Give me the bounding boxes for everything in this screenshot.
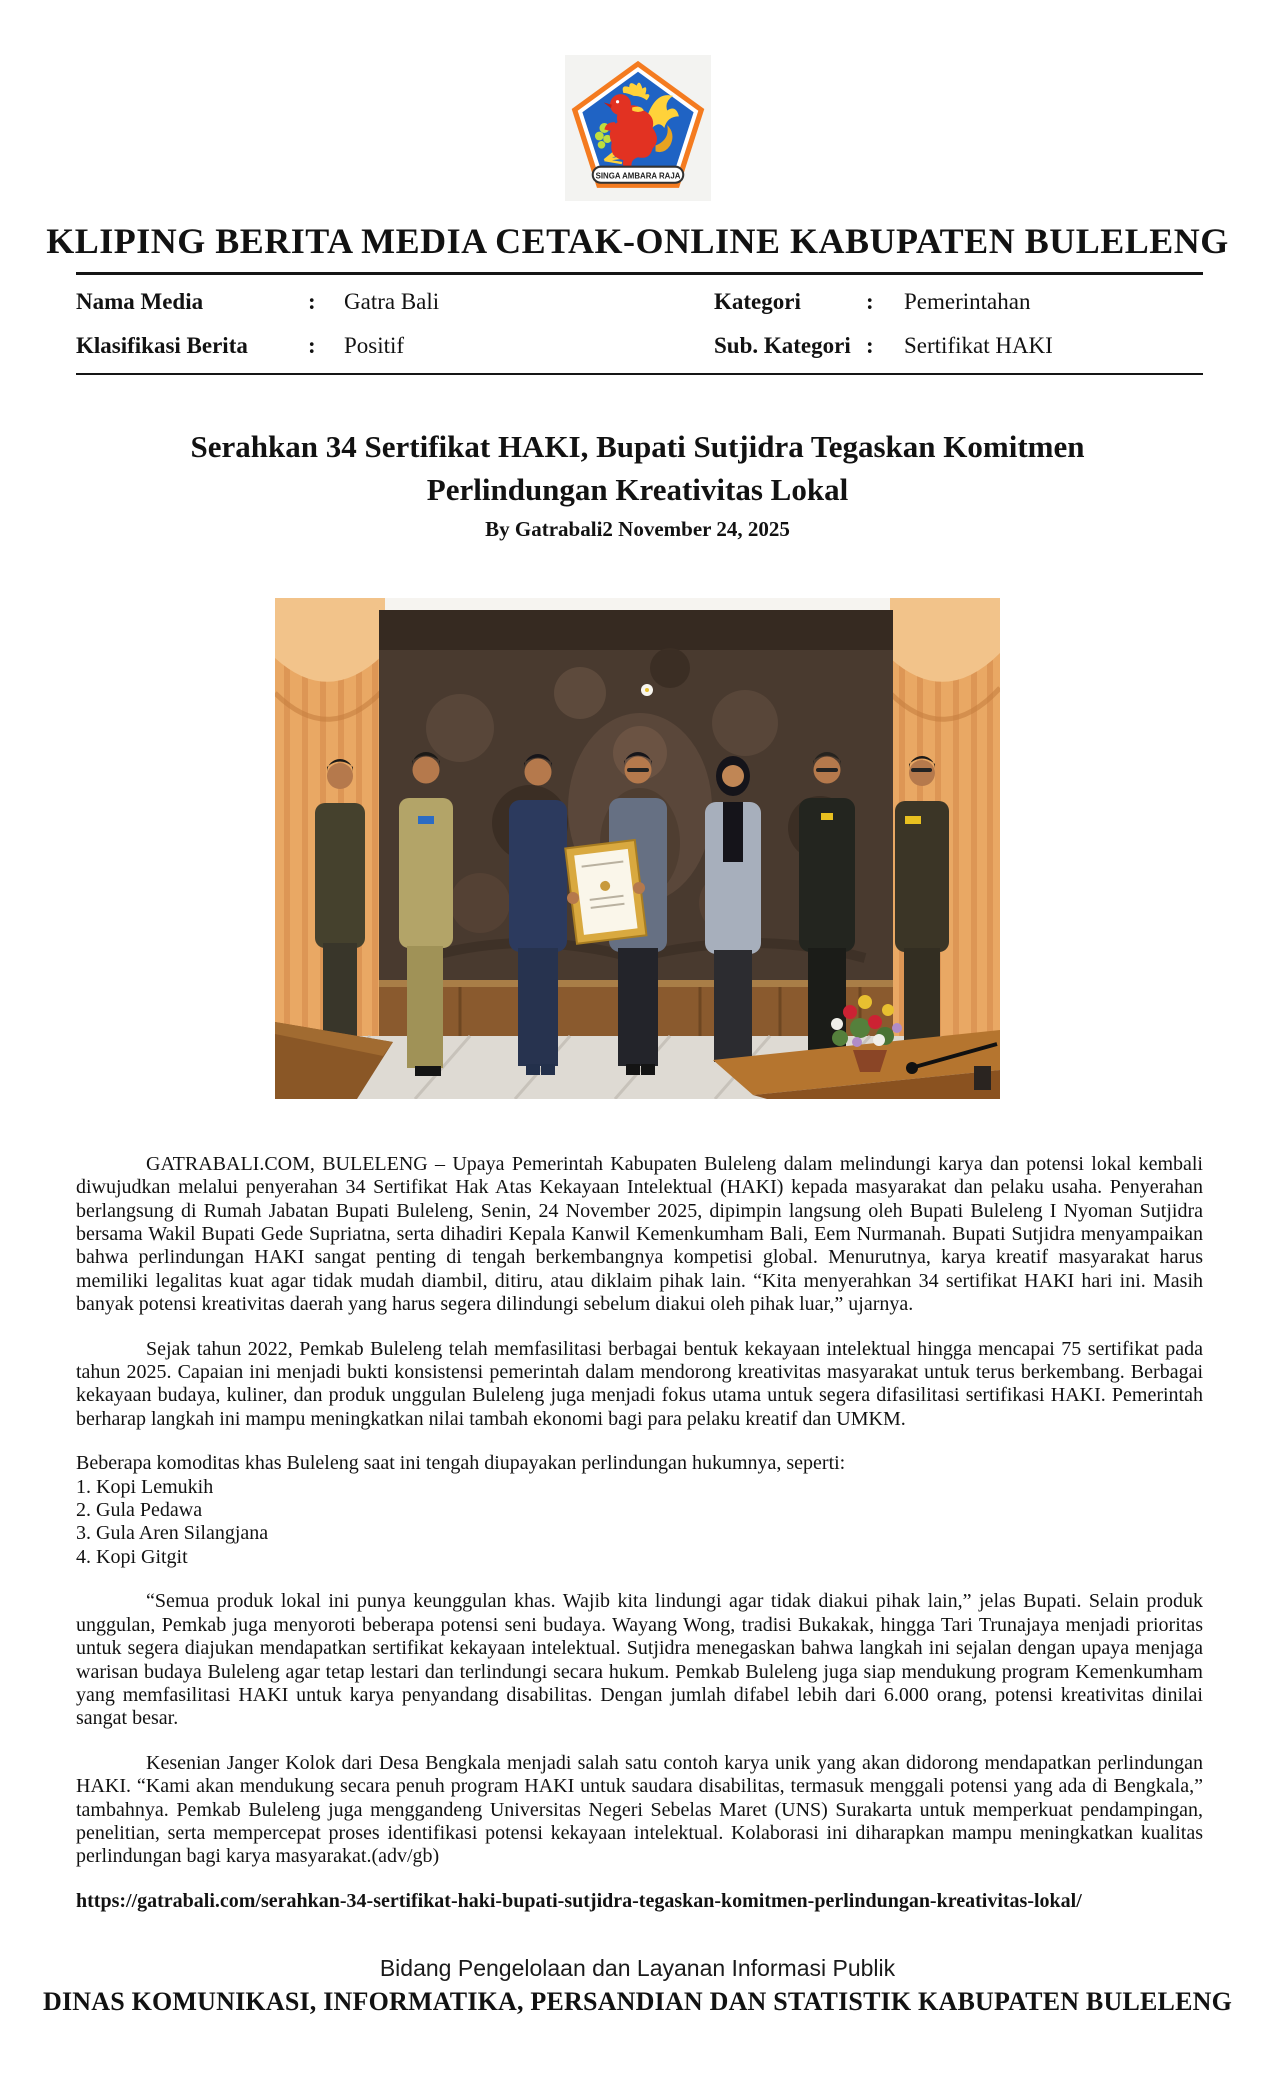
footer-agency: DINAS KOMUNIKASI, INFORMATIKA, PERSANDIAN DAN STATISTIK KABUPATEN BULELENG xyxy=(42,1987,1233,2016)
document-title: KLIPING BERITA MEDIA CETAK-ONLINE KABUPATEN BULELENG xyxy=(46,221,1229,261)
meta-label-kategori: Kategori xyxy=(714,289,801,314)
list-item: 4. Kopi Gitgit xyxy=(76,1545,188,1568)
certificate-frame xyxy=(565,840,646,944)
meta-colon: : xyxy=(866,289,874,314)
article-paragraph: Sejak tahun 2022, Pemkab Buleleng telah memfasilitasi berbagai bentuk kekayaan intelektual hingga mencapai 75 sertifikat pada tahun 2025. Capaian ini menjadi bukti konsistensi pemerintah dalam mendorong kreativitas masyarakat untuk terus berkembang. Berbagai kekayaan budaya, kuliner, dan produk unggulan Buleleng juga menjadi fokus utama untuk segera difasilitasi sertifikasi HAKI. Pemerintah berharap langkah ini mampu meningkatkan nilai tambah ekonomi bagi para pelaku kreatif dan UMKM. xyxy=(76,1337,1203,1430)
cup xyxy=(974,1066,991,1090)
commodity-list xyxy=(76,1452,1203,1569)
header-rule-top xyxy=(76,272,1203,275)
meta-colon: : xyxy=(308,289,316,314)
article-headline: Serahkan 34 Sertifikat HAKI, Bupati Sutjidra Tegaskan Komitmen Perlindungan Kreativitas Lokal xyxy=(190,429,1085,508)
meta-value-kategori: Pemerintahan xyxy=(904,289,1031,314)
header-rule-bottom xyxy=(76,373,1203,375)
article-paragraph: “Semua produk lokal ini punya keunggulan khas. Wajib kita lindungi agar tidak diakui pihak lain,” jelas Bupati. Selain produk unggulan, Pemkab juga menyoroti beberapa potensi seni budaya. Wayang Wong, tradisi Bukakak, hingga Tari Trunajaya menjadi prioritas untuk segera diajukan mendapatkan sertifikat kekayaan intelektual. Sutjidra menegaskan bahwa langkah ini sejalan dengan upaya menjaga warisan budaya Buleleng agar tetap lestari dan terlindungi secara hukum. Pemkab Buleleng juga siap mendukung program Kemenkumham yang memfasilitasi HAKI untuk karya penyandang disabilitas. Dengan jumlah difabel lebih dari 6.000 orang, potensi kreativitas dinilai sangat besar. xyxy=(76,1590,1203,1730)
meta-value-nama-media: Gatra Bali xyxy=(344,289,440,314)
buleleng-crest-icon xyxy=(565,55,711,201)
meta-label-klasifikasi: Klasifikasi Berita xyxy=(76,333,248,358)
crest-banner-text: SINGA AMBARA RAJA xyxy=(595,171,680,181)
ceremony-photo-illustration xyxy=(275,598,1000,1099)
meta-value-klasifikasi: Positif xyxy=(344,333,405,358)
source-url-link[interactable]: https://gatrabali.com/serahkan-34-sertifikat-haki-bupati-sutjidra-tegaskan-komitmen-perlindungan-kreativitas-lokal/ xyxy=(76,1889,1082,1912)
article-paragraph: GATRABALI.COM, BULELENG – Upaya Pemerintah Kabupaten Buleleng dalam melindungi karya dan potensi lokal kembali diwujudkan melalui penyerahan 34 Sertifikat Hak Atas Kekayaan Intelektual (HAKI) kepada masyarakat dan pelaku usaha. Penyerahan berlangsung di Rumah Jabatan Bupati Buleleng, Senin, 24 November 2025, dipimpin langsung oleh Bupati Buleleng I Nyoman Sutjidra bersama Wakil Bupati Gede Supriatna, serta dihadiri Kepala Kanwil Kemenkumham Bali, Eem Nurmanah. Bupati Sutjidra menyampaikan bahwa perlindungan HAKI sangat penting di tengah berkembangnya kompetisi global. Menurutnya, karya kreatif masyarakat harus memiliki legalitas kuat agar tidak mudah diambil, ditiru, atau diklaim pihak lain. “Kita menyerahkan 34 sertifikat HAKI hari ini. Masih banyak potensi kreativitas daerah yang harus segera dilindungi sebelum diakui oleh pihak luar,” ujarnya. xyxy=(76,1152,1203,1316)
list-item: 1. Kopi Lemukih xyxy=(76,1475,214,1498)
article-body xyxy=(76,1153,1203,1913)
list-item: 2. Gula Pedawa xyxy=(76,1499,203,1522)
footer-division: Bidang Pengelolaan dan Layanan Informasi Publik xyxy=(379,1955,896,1981)
document-footer xyxy=(0,1955,1275,2017)
list-item: 3. Gula Aren Silangjana xyxy=(76,1522,269,1545)
metadata-table xyxy=(76,289,1203,359)
logo-area xyxy=(0,0,1275,206)
article-photo xyxy=(275,598,1000,1099)
meta-colon: : xyxy=(866,333,874,358)
list-intro: Beberapa komoditas khas Buleleng saat ini tengah diupayakan perlindungan hukumnya, seperti: xyxy=(76,1452,846,1475)
article-byline: By Gatrabali2 November 24, 2025 xyxy=(485,516,790,541)
meta-label-sub-kategori: Sub. Kategori xyxy=(714,333,851,358)
meta-colon: : xyxy=(308,333,316,358)
article-paragraph: Kesenian Janger Kolok dari Desa Bengkala menjadi salah satu contoh karya unik yang akan didorong mendapatkan perlindungan HAKI. “Kami akan mendukung secara penuh program HAKI untuk saudara disabilitas, termasuk menggali potensi yang ada di Bengkala,” tambahnya. Pemkab Buleleng juga menggandeng Universitas Negeri Sebelas Maret (UNS) Surakarta untuk memperkuat pendampingan, penelitian, serta mempercepat proses identifikasi potensi kekayaan intelektual. Kolaborasi ini diharapkan mampu meningkatkan kualitas perlindungan bagi karya masyarakat.(adv/gb) xyxy=(76,1751,1203,1868)
meta-value-sub-kategori: Sertifikat HAKI xyxy=(904,333,1053,358)
meta-label-nama-media: Nama Media xyxy=(76,289,204,314)
